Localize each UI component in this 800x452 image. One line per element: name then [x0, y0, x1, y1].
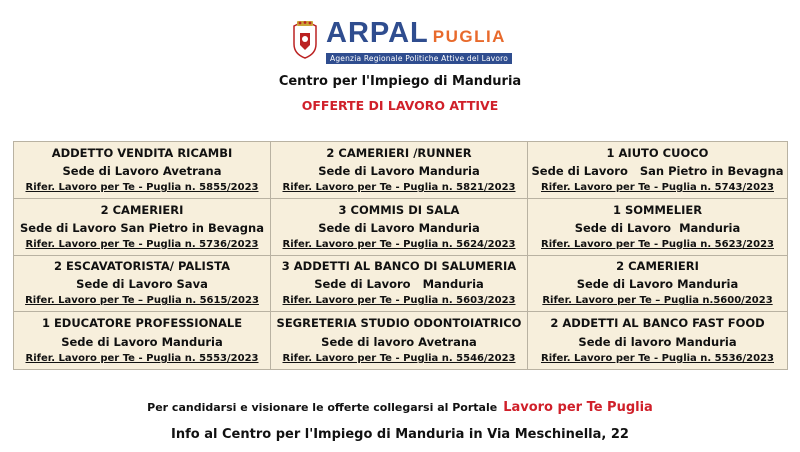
- job-title: 2 CAMERIERI: [616, 259, 699, 274]
- job-reference: Rifer. Lavoro per Te - Puglia n. 5553/2023: [25, 352, 259, 364]
- job-offer-card: [271, 142, 528, 199]
- job-location: Sede di Lavoro Manduria: [314, 277, 484, 292]
- job-reference: Rifer. Lavoro per Te - Puglia n. 5536/2023: [541, 352, 774, 364]
- job-location: Sede di Lavoro Manduria: [574, 220, 741, 235]
- job-reference: Rifer. Lavoro per Te - Puglia n. 5743/2023: [541, 181, 774, 193]
- brand-tagline: Agenzia Regionale Politiche Attive del Lavoro: [326, 53, 512, 64]
- brand-wordmark: [326, 18, 512, 64]
- job-location: Sede di Lavoro San Pietro in Bevagna: [20, 220, 264, 235]
- job-title: 2 ESCAVATORISTA/ PALISTA: [54, 259, 230, 274]
- job-location: Sede di Lavoro Avetrana: [62, 163, 222, 178]
- job-title: ADDETTO VENDITA RICAMBI: [51, 145, 233, 160]
- job-offer-card: [14, 142, 271, 199]
- job-reference: Rifer. Lavoro per Te – Puglia n.5600/2023: [542, 295, 773, 307]
- portal-link[interactable]: Lavoro per Te Puglia: [503, 400, 653, 415]
- job-title: 3 COMMIS DI SALA: [338, 202, 460, 217]
- job-location: Sede di Lavoro San Pietro in Bevagna: [531, 163, 784, 178]
- job-title: 2 ADDETTI AL BANCO FAST FOOD: [550, 316, 765, 331]
- job-title: 1 EDUCATORE PROFESSIONALE: [41, 316, 243, 331]
- job-offer-card: [528, 256, 787, 313]
- job-reference: Rifer. Lavoro per Te - Puglia n. 5821/2023: [282, 181, 516, 193]
- job-location: Sede di lavoro Manduria: [578, 334, 737, 349]
- job-title: 2 CAMERIERI: [100, 202, 184, 217]
- job-reference: Rifer. Lavoro per Te - Puglia n. 5603/2023: [282, 295, 516, 307]
- job-location: Sede di Lavoro Sava: [76, 277, 208, 292]
- job-offer-card: [528, 142, 787, 199]
- puglia-emblem-icon: [290, 18, 320, 60]
- page-title: Centro per l'Impiego di Manduria: [278, 74, 522, 89]
- job-offer-card: [14, 256, 271, 313]
- job-reference: Rifer. Lavoro per Te - Puglia n. 5546/2023: [282, 352, 516, 364]
- job-offer-card: [271, 312, 528, 369]
- job-title: 3 ADDETTI AL BANCO DI SALUMERIA: [281, 259, 517, 274]
- job-title: 1 SOMMELIER: [612, 202, 703, 217]
- job-reference: Rifer. Lavoro per Te – Puglia n. 5615/2023: [25, 295, 259, 307]
- job-offer-card: [14, 312, 271, 369]
- job-location: Sede di Lavoro Manduria: [576, 277, 739, 292]
- job-location: Sede di Lavoro Manduria: [61, 334, 223, 349]
- job-offer-card: [14, 199, 271, 256]
- job-reference: Rifer. Lavoro per Te - Puglia n. 5855/2023: [25, 181, 259, 193]
- job-title: 2 CAMERIERI /RUNNER: [326, 145, 472, 160]
- job-reference: Rifer. Lavoro per Te - Puglia n. 5623/2023: [541, 238, 774, 250]
- contact-info: Info al Centro per l'Impiego di Manduria in Via Meschinella, 22: [171, 427, 629, 442]
- job-offers-grid: [13, 141, 788, 370]
- apply-text: Per candidarsi e visionare le offerte collegarsi al Portale: [147, 401, 498, 414]
- job-reference: Rifer. Lavoro per Te - Puglia n. 5736/2023: [25, 238, 259, 250]
- job-offer-card: [271, 199, 528, 256]
- job-location: Sede di Lavoro Manduria: [318, 220, 480, 235]
- job-title: SEGRETERIA STUDIO ODONTOIATRICO: [276, 316, 522, 331]
- brand-region: PUGLIA: [432, 27, 506, 46]
- job-offer-card: [528, 312, 787, 369]
- job-reference: Rifer. Lavoro per Te - Puglia n. 5624/2023: [282, 238, 516, 250]
- page-subtitle: OFFERTE DI LAVORO ATTIVE: [301, 98, 499, 113]
- job-offer-card: [528, 199, 787, 256]
- apply-instructions: [0, 400, 800, 415]
- job-location: Sede di Lavoro Manduria: [318, 163, 480, 178]
- job-location: Sede di lavoro Avetrana: [321, 334, 477, 349]
- job-title: 1 AIUTO CUOCO: [606, 145, 709, 160]
- job-offer-card: [271, 256, 528, 313]
- arpal-logo: [290, 18, 520, 70]
- brand-main: ARPAL: [326, 17, 429, 49]
